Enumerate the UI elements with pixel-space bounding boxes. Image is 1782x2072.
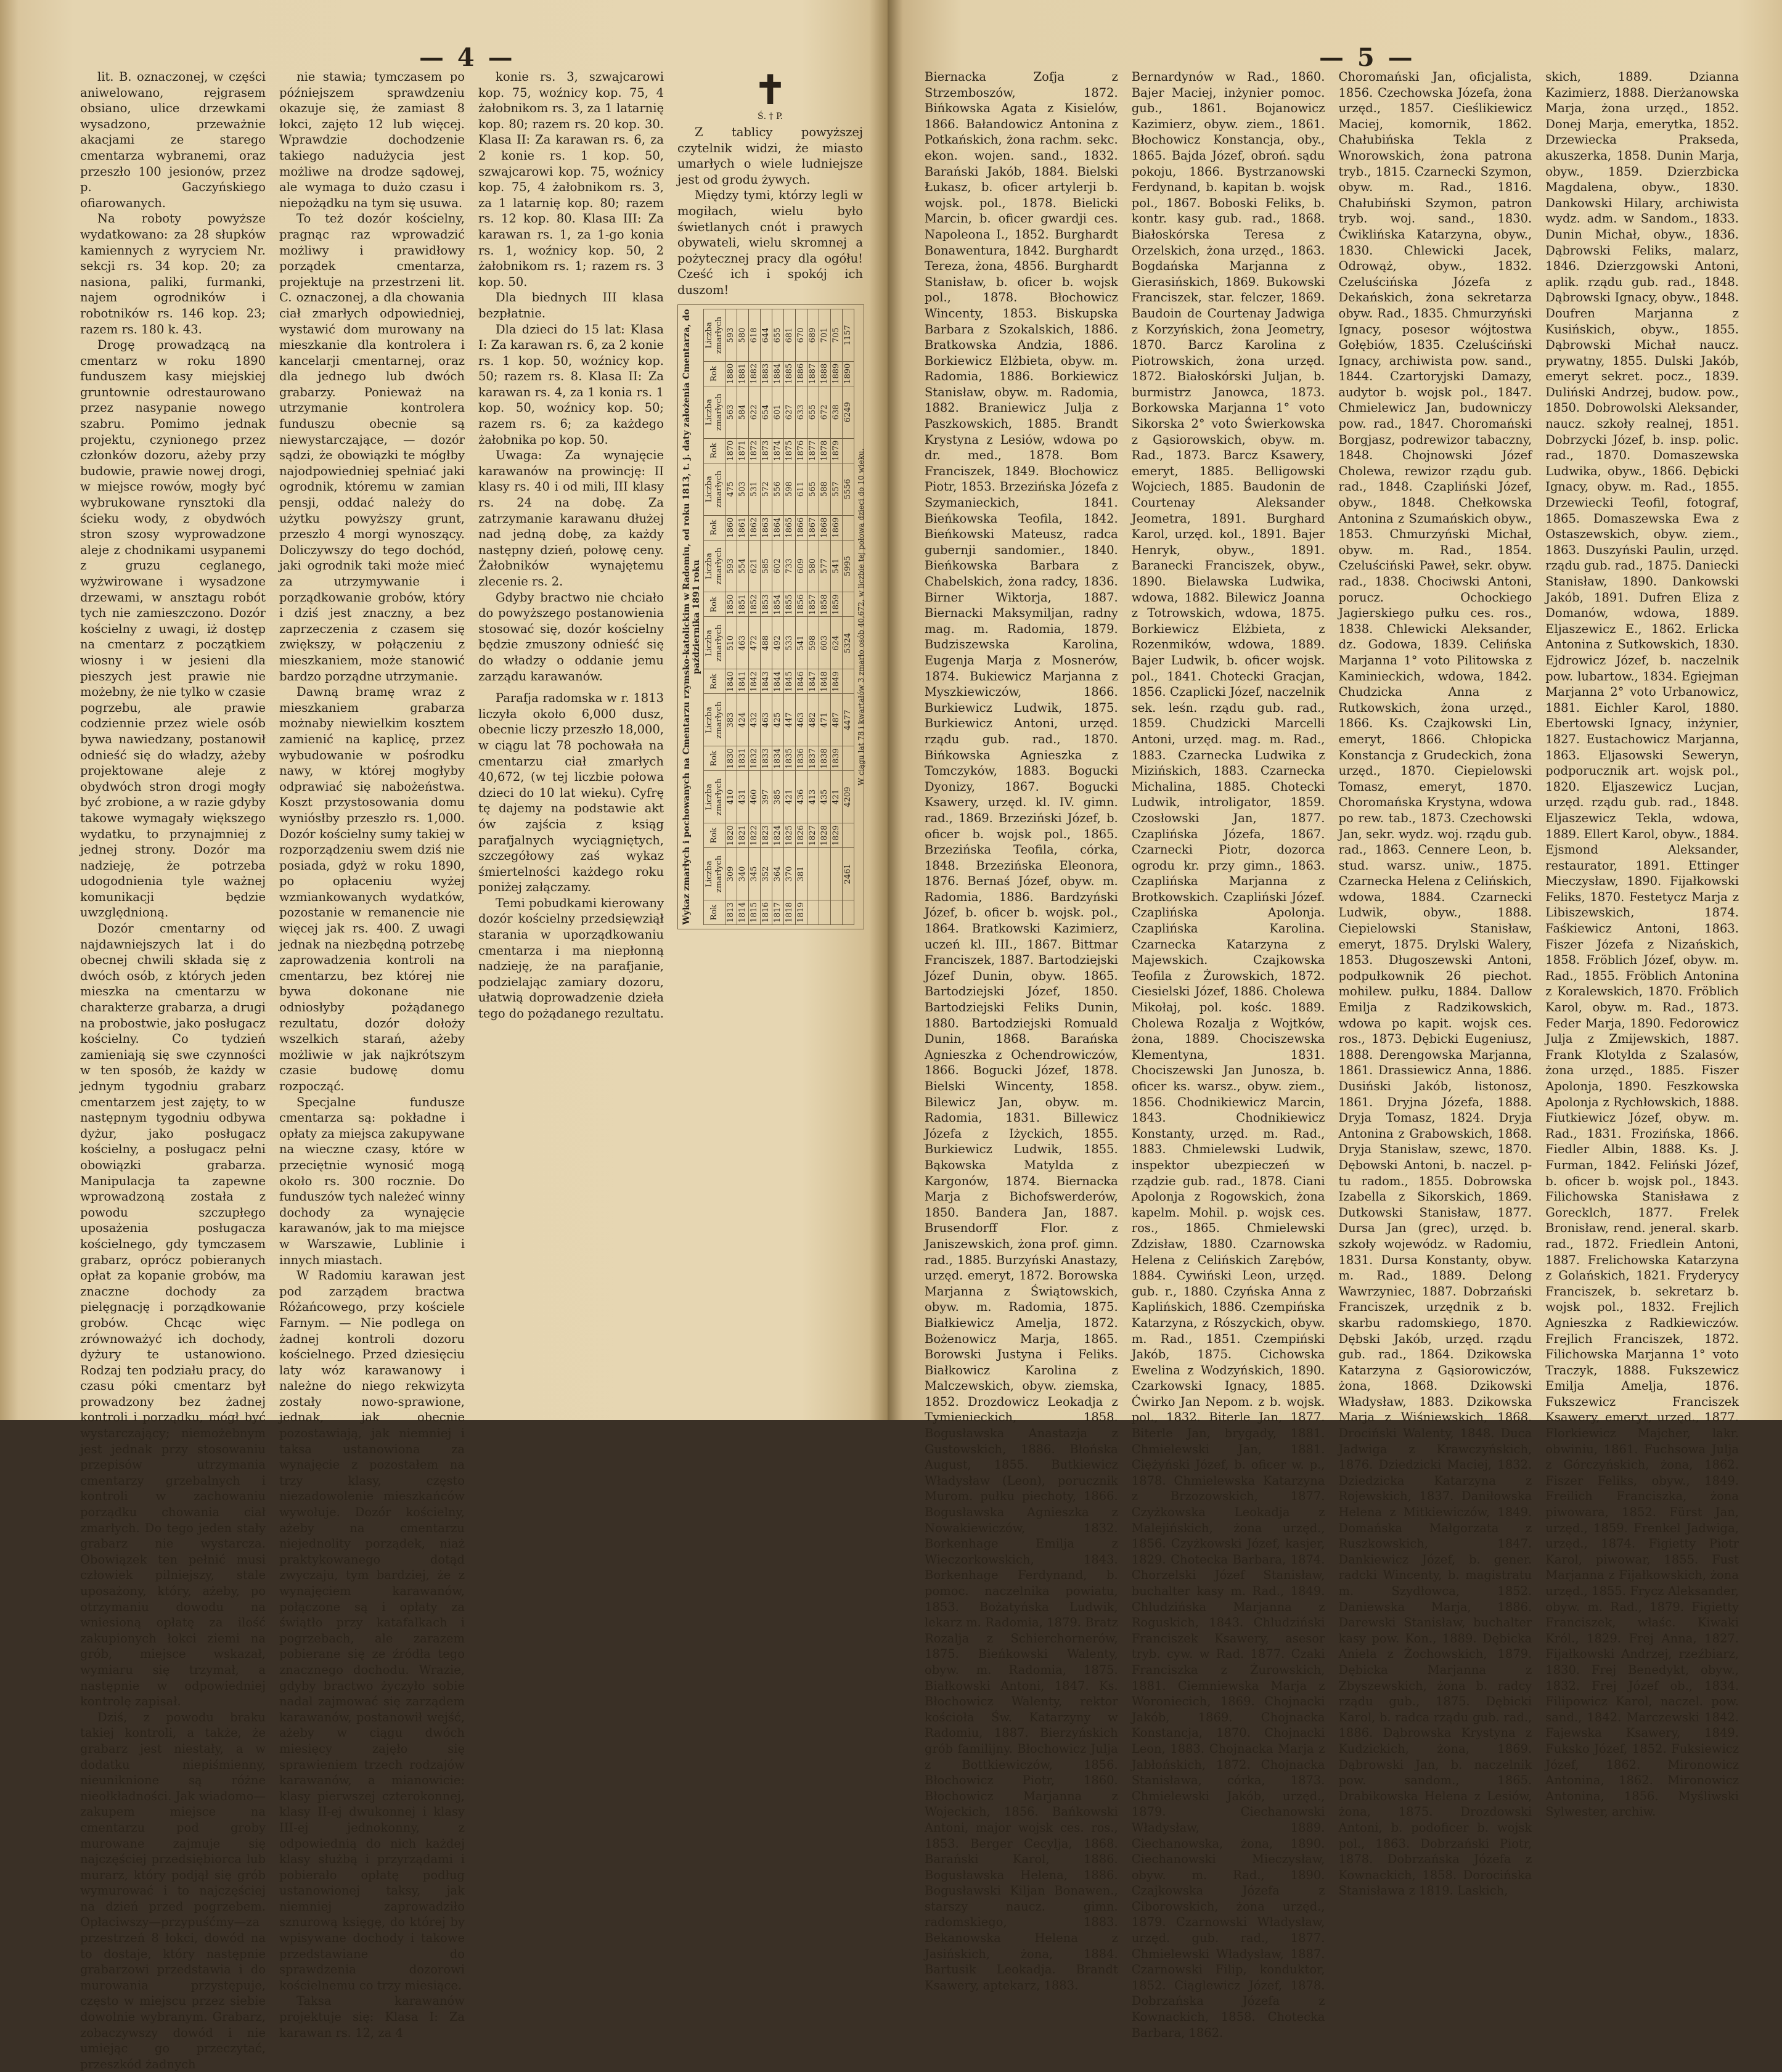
table-note: W ciągu lat 78 i kwartałów 3 zmarło osób 40,672, w liczbie tej połowa dzieci do 10 wieku. xyxy=(856,448,865,785)
table-cell: 460 xyxy=(748,770,760,823)
table-cell: 447 xyxy=(783,693,795,746)
table-header-cell: Rok xyxy=(703,592,725,616)
table-cell: 1878 xyxy=(819,438,830,463)
table-cell: 681 xyxy=(783,309,795,361)
paragraph: Uwaga: Za wynajęcie karawanów na prowincję: II klasy rs. 40 i od mili, III klasy rs. 24 na dobę. Za zatrzymanie karawanu dłużej nad jedną dobę, za każdy następny dzień, połowę ceny. Żałobników wynajętemu zlecenie rs. 2. xyxy=(478,448,664,589)
table-cell: 638 xyxy=(830,386,842,438)
table-cell: 1852 xyxy=(748,592,760,616)
table-cell: 1824 xyxy=(772,823,783,847)
table-cell: 352 xyxy=(760,847,772,900)
table-cell: 472 xyxy=(748,617,760,669)
table-cell: 580 xyxy=(737,309,748,361)
table-caption: Wykaz zmarłych i pochowanych na Cmentarzu rzymsko-katolickim w Radomiu, od roku 1813, t. j. daty założenia Cmentarza, do października 1891 roku xyxy=(681,309,701,925)
table-cell: 1820 xyxy=(725,823,737,847)
table-cell xyxy=(819,847,830,900)
table-cell: 1813 xyxy=(725,900,737,924)
table-cell: 1827 xyxy=(807,823,819,847)
table-cell: 1837 xyxy=(807,746,819,770)
table-cell: 1870 xyxy=(725,438,737,463)
table-cell: 309 xyxy=(725,847,737,900)
table-cell xyxy=(842,438,854,463)
table-cell: 563 xyxy=(725,386,737,438)
mortality-table xyxy=(703,309,854,925)
table-cell: 487 xyxy=(830,693,842,746)
register-list: Bernardynów w Rad., 1860. Bajer Maciej, inżynier pomoc. gub., 1861. Bojanowicz Kazimierz, obyw. ziem., 1861. Błochowicz Konstancja, oby., 1865. Bajda Józef, obroń. sądu pokoju, 1866. Bystrzanowski Ferdynand, b. kapitan b. wojsk pol., 1867. Boboski Feliks, b. kontr. kasy gub. rad., 1868. Białoskórska Teresa z Orzelskich, żona urzęd., 1863. Bogdańska Marjanna z Gierasińskich, 1869. Bukowski Franciszek, star. felczer, 1869. Baudoin de Courtenay Jadwiga z Korzyńskich, żona Jeometry, 1870. Barcz Karolina z Piotrowskich, żona urzęd. 1872. Białoskórski Juljan, b. burmistrz Janowca, 1873. Borkowska Marjanna 1° voto Sikorska 2° voto Świerkowska z Gąsiorowskich, obyw. m. Rad., 1873. Barcz Ksawery, emeryt, 1885. Belligowski Wojciech, 1885. Baudonin de Courtenay Aleksander Jeometra, 1891. Burghard Karol, urzęd. kol., 1891. Bajer Henryk, obyw., 1891. Baranecki Franciszek, obyw., 1890. Bielawska Ludwika, wdowa, 1882. Bilewicz Joanna z Totrowskich, wdowa, 1875. Borkiewicz Elżbieta, z Rozenmików, wdowa, 1889. Bajer Ludwik, b. oficer wojsk. pol., 1841. Chotecki Gracjan, 1856. Czaplicki Józef, naczelnik sek. leśn. rządu gub. rad., 1859. Chudzicki Marcelli Antoni, urzęd. mag. m. Rad., 1883. Czarnecka Ludwika z Mizińskich, 1883. Czarnecka Michalina, 1885. Chotecki Ludwik, introligator, 1859. Czosłowski Jan, 1877. Czaplińska Józefa, 1867. Czarnecki Piotr, dozorca ogrodu kr. przy gimn., 1863. Czaplińska Marjanna z Brotkowskich. Czapliński Józef. Czaplińska Apolonja. Czaplińska Karolina. Czarnecka Katarzyna z Majewskich. Czajkowska Teofila z Żurowskich, 1872. Ciesielski Józef, 1886. Cholewa Mikołaj, pol. kośc. 1889. Cholewa Rozalja z Wojtków, żona, 1889. Chociszewska Klementyna, 1831. Chociszewski Jan Junosza, b. oficer ks. warsz., obyw. ziem., 1856. Chodnikiewicz Marcin, 1843. Chodnikiewicz Konstanty, urzęd. m. Rad., 1883. Chmielewski Ludwik, inspektor ubezpieczeń w rządzie gub. rad., 1878. Ciani Apolonja z Rogowskich, żona kapelm. Mohil. p. wojsk ces. ros., 1865. Chmielewski Zdzisław, 1880. Czarnowska Helena z Celińskich Zarębów, 1884. Cywiński Leon, urzęd. gub. r., 1880. Czyńska Anna z Kaplińskich, 1886. Czempińska Katarzyna, z Rószyckich, obyw. m. Rad., 1851. Czempiński Jakób, 1875. Cichowska Ewelina z Wodzyńskich, 1890. Czarkowski Ignacy, 1885. Ćwirko Jan Nepom. z b. wojsk. pol., 1832. Biterle Jan, 1877. Biterle Jan, brygady, 1881. Chmielewski Jan, 1881. Ciężyński Józef, b. oficer w. p., 1878. Chmielewska Katarzyna z Brzozowskich, 1877. Czyżkowska Leokadja z Malejińskich, żona urzęd., 1856. Czyżkowski Józef, kasjer, 1829. Chotecka Barbara, 1874. Chorzelski Józef Stanisław, buchalter kasy m. Rad., 1849. Chludzińska Marjanna z Roguskich, 1843. Chludziński Franciszek Ksawery, asesor tryb. cyw. w Rad. 1877. Czaki Franciszka z Żurowskich, 1881. Ciemniewska Marja z Woroniecich, 1869. Chojnacki Jakób, 1869. Chojnacka Konstancja, 1870. Chojnacki Leon, 1883. Chojnacka Marja z Jabłońskich, 1872. Chojnacka Stanisława, córka, 1873. Chmielewski Jakób, urzęd., 1879. Ciechanowski Władysław, 1889. Ciechanowska, żona, 1890. Ciechanowski Mieczysław, obyw. m. Rad., 1890. Czajkowska Józefa z Ciborowskich, żona urzęd., 1879. Czarnowski Władysław, urzęd. gub. rad., 1877. Chmielewski Władysław, 1887. Czarnowski Filip, konduktor, 1852. Ciąglewicz Józef, 1878. Dobrzańska Józefa z Kownackich, 1858. Chotecka Barbara, 1862. xyxy=(1131,70,1325,2040)
table-cell: 1849 xyxy=(830,669,842,693)
table-cell: 611 xyxy=(795,463,807,515)
table-cell: 672 xyxy=(819,386,830,438)
table-cell: 383 xyxy=(725,693,737,746)
table-cell: 1874 xyxy=(772,438,783,463)
column-1 xyxy=(925,69,1118,1992)
cross-caption: Ś. † P. xyxy=(758,112,783,121)
table-row xyxy=(772,309,783,924)
table-header-cell: Liczba zmarłych xyxy=(703,463,725,515)
table-cell xyxy=(807,900,819,924)
table-row xyxy=(795,309,807,924)
table-cell: 1846 xyxy=(795,669,807,693)
table-cell: 1848 xyxy=(819,669,830,693)
table-cell: 1866 xyxy=(795,515,807,540)
table-cell: 1840 xyxy=(725,669,737,693)
table-row xyxy=(737,309,748,924)
table-cell: 1872 xyxy=(748,438,760,463)
table-header-cell: Liczba zmarłych xyxy=(703,770,725,823)
table-cell: 1853 xyxy=(760,592,772,616)
table-cell xyxy=(830,900,842,924)
table-cell: 1890 xyxy=(842,361,854,386)
column-4 xyxy=(677,69,863,1389)
table-cell: 4477 xyxy=(842,693,854,746)
table-cell: 381 xyxy=(795,847,807,900)
table-cell: 1157 xyxy=(842,309,854,361)
table-cell: 463 xyxy=(737,617,748,669)
table-cell: 1831 xyxy=(737,746,748,770)
column-3 xyxy=(1338,69,1532,1898)
table-header-cell: Rok xyxy=(703,900,725,924)
table-cell: 593 xyxy=(725,540,737,592)
table-cell xyxy=(807,847,819,900)
table-cell: 471 xyxy=(819,693,830,746)
right-columns xyxy=(925,69,1739,2040)
paragraph: Dozór cmentarny od najdawniejszych lat i do obecnej chwili składa się z dwóch osób, z których jeden mieszka na cmentarzu w charakterze grabarza, a drugi na probostwie, jako posługacz kościelny. Co tydzień zamieniają się swe czynności w ten sposób, że każdy w jednym tygodniu grabarz cmentarzem jest zajęty, to w następnym tygodniu odbywa dyżur, jako posługacz kościelny, a posługacz pełni obowiązki grabarza. Manipulacja ta zapewne wprowadzoną została z powodu szczupłego uposażenia posługacza kościelnego, gdy tymczasem grabarz, oprócz pobieranych opłat za kopanie grobów, ma znaczne dochody za pielęgnację i porządkowanie grobów. Chcąc więc zrównoważyć ich dochody, dyżury te ustanowiono. Rodzaj ten podziału pracy, do czasu póki cmentarz był prowadzony bez żadnej kontroli i porządku, mógł być wystarczający; niemożebnym jest jednak przy stosowaniu przepisów utrzymania cmentarzy grzebalnych i kontroli w zachowaniu porządku chowania ciał zmarłych. Do tego jeden stały grabarz nie wystarcza. Obowiązek ten pełnić musi człowiek pilniejszy, stale uposażony, który, ażeby, po otrzymaniu dowodu na wniesioną opłatę za ilość zakupionych łokci ziemi na grób, miejsce wskazał, wymiaru się trzymał, a następnie w odpowiedniej kontrolę zapisał. xyxy=(80,921,266,1709)
table-body xyxy=(725,309,854,924)
left-page xyxy=(0,0,888,2071)
table-cell: 385 xyxy=(772,770,783,823)
table-cell: 5324 xyxy=(842,617,854,669)
paragraph: Z tablicy powyższej czytelnik widzi, że miasto umarłych o wiele ludniejsze jest od grodu żywych. xyxy=(677,125,863,187)
table-cell: 655 xyxy=(807,386,819,438)
mortality-table-box xyxy=(677,304,864,929)
table-cell: 588 xyxy=(819,463,830,515)
table-cell: 424 xyxy=(737,693,748,746)
table-cell: 557 xyxy=(830,463,842,515)
table-row xyxy=(760,309,772,924)
table-cell: 1842 xyxy=(748,669,760,693)
table-cell: 1858 xyxy=(819,592,830,616)
table-cell xyxy=(842,592,854,616)
table-cell: 556 xyxy=(772,463,783,515)
table-cell: 603 xyxy=(819,617,830,669)
table-cell: 1841 xyxy=(737,669,748,693)
table-header-cell: Rok xyxy=(703,746,725,770)
table-cell: 1826 xyxy=(795,823,807,847)
table-cell xyxy=(842,746,854,770)
table-header-row xyxy=(703,309,725,924)
table-cell: 345 xyxy=(748,847,760,900)
table-cell: 1865 xyxy=(783,515,795,540)
table-cell: 1828 xyxy=(819,823,830,847)
table-cell: 585 xyxy=(760,540,772,592)
table-cell: 1825 xyxy=(783,823,795,847)
table-cell: 1888 xyxy=(819,361,830,386)
table-cell: 1817 xyxy=(772,900,783,924)
table-cell: 593 xyxy=(725,309,737,361)
register-list: Biernacka Zofja z Strzemboszów, 1872. Bińkowska Agata z Kisielów, 1866. Bałandowicz Antonina z Potkańskich, żona rachm. sekc. ekon. wojen. sand., 1832. Barański Jakób, 1884. Bielski Łukasz, b. oficer artylerji b. wojsk. pol., 1878. Bielicki Marcin, b. oficer gwardji ces. Napoleona I., 1852. Burghardt Bonawentura, 1842. Burghardt Tereza, żona, 4856. Burghardt Stanisław, b. oficer b. wojsk pol., 1878. Błochowicz Wincenty, 1853. Biskupska Barbara z Szokalskich, 1886. Bratkowska Andzia, 1886. Borkiewicz Elżbieta, obyw. m. Radomia, 1886. Borkiewicz Stanisław, obyw. m. Radomia, 1882. Braniewicz Julja z Paszkowskich, 1885. Brandt Krystyna z Lesiów, wdowa po dr. med., 1878. Bom Franciszek, 1849. Błochowicz Piotr, 1853. Brzezińska Józefa z Szymanieckich, 1841. Bieńkowska Teofila, 1842. Bieńkowski Mateusz, radca gubernji sandomier., 1840. Bieńkowska Barbara z Chabelskich, żona radcy, 1836. Birner Wiktorja, 1887. Biernacki Maksymiljan, radny mag. m. Radomia, 1879. Budziszewska Karolina, Eugenja Marja z Mosnerów, 1874. Bukiewicz Marjanna z Myszkiewiczów, 1866. Burkiewicz Ludwik, 1875. Burkiewicz Antoni, urzęd. rządu gub. rad., 1870. Bińkowska Agnieszka z Tomczyków, 1883. Bogucki Dyonizy, 1867. Bogucki Ksawery, urzęd. kl. IV. gimn. rad., 1869. Brzeziński Józef, b. oficer b. wojsk pol., 1865. Brzezińska Teofila, córka, 1848. Brzezińska Eleonora, 1876. Bernaś Józef, obyw. m. Radomia, 1886. Bardzyński Józef, b. oficer b. wojsk. pol., 1864. Bratkowski Kazimierz, uczeń kl. III., 1867. Bittmar Franciszek, 1887. Bartodziejski Józef Dunin, obyw. 1865. Bartodziejski Józef, 1850. Bartodziejski Feliks Dunin, 1880. Bartodziejski Romuald Dunin, 1868. Barańska Agnieszka z Ochendrowiczów, 1866. Bogucki Józef, 1878. Bielski Wincenty, 1858. Bilewicz Jan, obyw. m. Radomia, 1831. Billewicz Józefa z Iżyckich, 1855. Burkiewicz Ludwik, 1855. Bąkowska Matylda z Kargonów, 1874. Biernacka Marja z Bichofswerderów, 1850. Bandera Jan, 1887. Brusendorff Flor. z Janiszewskich, żona prof. gimn. rad., 1885. Burzyński Anastazy, urzęd. emeryt, 1872. Borowska Marjanna z Świątowskich, obyw. m. Radomia, 1875. Białkiewicz Amelja, 1872. Bożenowicz Marja, 1865. Borowski Justyna i Feliks. Białkowicz Karolina z Malczewskich, obyw. ziemska, 1852. Drozdowicz Leokadja z Tymienieckich, 1858. Bogusławska Anastazja z Gustowskich, 1886. Błońska August, 1855. Butkiewicz Władysław (Leon), porucznik Murom. pułku piechoty, 1866. Bogusławska Agnieszka z Nowakiewiczów, 1832. Borkenhage Emilja z Wieczorkowskich, 1843. Borkenhage Ferdynand, b. pomoc. naczelnika powiatu, 1853. Bożatyńska Ludwik, lekarz m. Radomia, 1879. Bratz Rozalja z Schierchornerów, 1875. Bieńkowski Walenty, obyw. m. Radomia, 1875. Białkowski Antoni, 1847. Ks. Błochowicz Walenty, rektor kościoła Św. Katarzyny w Radomiu, 1887. Bierzyńskich grób familijny. Błochowicz Julja z Bottkiewiczów, 1856. Błochowicz Piotr, 1860. Błochowicz Marjanna z Wojeckich, 1856. Bańkowski Antoni, major wojsk ces. ros., 1853. Berger Cecylja, 1868. Barański Karol, 1886. Bogusławska Helena, 1886. Bogusławski Kiljan Bonawen., starszy naucz. gimn. radomskiego, 1883. Bekanowska Helena z Jasińskich, żona, 1884. Bartusik Leokadja. Brandt Ksawery, aptekarz, 1883. xyxy=(925,70,1118,1992)
table-cell: 1830 xyxy=(725,746,737,770)
table-cell: 1884 xyxy=(772,361,783,386)
table-cell: 584 xyxy=(737,386,748,438)
paragraph: Dawną bramę wraz z mieszkaniem grabarza możnaby niewielkim kosztem zamienić na kaplicę, przez wybudowanie w pośrodku nawy, w której mogłyby odprawiać się nabożeństwa. Koszt przystosowania domu wyniósłby przeszło rs. 1,000. Dozór kościelny sumy takiej w rozporządzeniu swem dziś nie posiada, gdyż w roku 1890, po opłaceniu wyżej wzmiankowanych wydatków, pozostanie w remanencie nie więcej jak rs. 400. Z uwagi jednak na niezbędną potrzebę zaprowadzenia kontroli na cmentarzu, bez której nie bywa dokonane nie odniosłyby pożądanego rezultatu, dozór dołoży wszelkich starań, ażeby możliwie w jak najkrótszym czasie budowę domu rozpocząć. xyxy=(279,685,465,1093)
table-cell: 1876 xyxy=(795,438,807,463)
table-cell: 602 xyxy=(772,540,783,592)
table-cell: 1838 xyxy=(819,746,830,770)
table-cell: 1834 xyxy=(772,746,783,770)
table-header-cell: Liczba zmarłych xyxy=(703,693,725,746)
table-cell: 397 xyxy=(760,770,772,823)
table-cell: 1843 xyxy=(760,669,772,693)
table-cell: 554 xyxy=(737,540,748,592)
table-row xyxy=(819,309,830,924)
table-cell xyxy=(819,900,830,924)
table-cell: 627 xyxy=(783,386,795,438)
table-cell xyxy=(842,823,854,847)
table-cell: 1815 xyxy=(748,900,760,924)
table-cell: 1885 xyxy=(783,361,795,386)
paragraph: Gdyby bractwo nie chciało do powyższego postanowienia stosować się, dozór kościelny będzie zmuszony odnieść się do władzy o oddanie jemu zarządu karawanów. xyxy=(478,590,664,683)
table-cell: 1887 xyxy=(807,361,819,386)
table-row xyxy=(830,309,842,924)
paragraph: nie stawia; tymczasem po późniejszem sprawdzeniu okazuje się, że zamiast 8 łokci, zajęto 12 lub więcej. Wprawdzie dochodzenie takiego nadużycia jest możliwe na drodze sądowej, ale wymaga to dużo czasu i niepożądku na tym się usuwa. xyxy=(279,70,465,210)
table-cell: 565 xyxy=(807,463,819,515)
table-cell: 572 xyxy=(760,463,772,515)
table-cell: 1822 xyxy=(748,823,760,847)
table-cell: 435 xyxy=(819,770,830,823)
table-cell: 1868 xyxy=(819,515,830,540)
table-cell: 618 xyxy=(748,309,760,361)
table-cell: 655 xyxy=(772,309,783,361)
paragraph: Między tymi, którzy legli w mogiłach, wielu było świetlanych cnót i prawych obywateli, wielu skromnej a pożytecznej pracy dla ogółu! Cześć ich i spokój ich duszom! xyxy=(677,188,863,297)
column-2 xyxy=(279,69,465,2040)
page-number: — 5 — xyxy=(1319,43,1415,72)
right-page xyxy=(888,0,1782,2040)
table-cell: 5995 xyxy=(842,540,854,592)
table-cell: 1889 xyxy=(830,361,842,386)
table-cell: 1855 xyxy=(783,592,795,616)
table-header-cell: Liczba zmarłych xyxy=(703,309,725,361)
table-cell: 689 xyxy=(807,309,819,361)
table-cell: 580 xyxy=(807,540,819,592)
paragraph: Specjalne fundusze cmentarza są: pokładne i opłaty za miejsca zakupywane na wieczne czasy, które w przeciętnie wynosić mogą około rs. 300 rocznie. Do funduszów tych należeć winny dochody za wynajęcie karawanów, jak to ma miejsce w Warszawie, Lublinie i innych miastach. xyxy=(279,1095,465,1267)
paragraph: To też dozór kościelny, pragnąc raz wprowadzić możliwy i prawidłowy porządek cmentarza, projektuje na przestrzeni lit. C. oznaczonej, a dla chowania ciał zmarłych odpowiedniej, wystawić dom murowany na mieszkanie dla kontrolera i kancelarji cmentarnej, oraz dla jednego lub dwóch grabarzy. Ponieważ na utrzymanie kontrolera funduszu obecnie są niewystarczające, — dozór sądzi, że obowiązki te mógłby najodpowiedniej spełniać jaki ogrodnik, któremu w zamian pensji, oddać należy do użytku powyższy grunt, przeszło 4 morgi wynoszący. Doliczywszy do tego dochód, jaki ogrodnik taki może mieć za utrzymywanie i porządkowanie grobów, który i dziś jest znaczny, a bez zaprzeczenia z czasem się zwiększy, w połączeniu z mieszkaniem, może stanowić bardzo porządne utrzymanie. xyxy=(279,211,465,683)
table-cell: 1832 xyxy=(748,746,760,770)
table-cell: 1844 xyxy=(772,669,783,693)
table-cell: 670 xyxy=(795,309,807,361)
paragraph: Parafja radomska w r. 1813 liczyła około 6,000 dusz, obecnie liczy przeszło 18,000, w ciągu lat 78 pochowała na cmentarzu ciał zmarłych 40,672, (w tej liczbie połowa dzieci do 10 lat wieku). Cyfrę tę dajemy na podstawie akt ów zajścia z ksiąg parafjalnych wyciągniętych, szczegółowy zaś wykaz śmiertelności każdego roku poniżej załączamy. xyxy=(478,691,664,895)
table-cell: 733 xyxy=(783,540,795,592)
table-cell: 6249 xyxy=(842,386,854,438)
table-header-cell: Rok xyxy=(703,438,725,463)
table-cell: 410 xyxy=(725,770,737,823)
left-columns xyxy=(80,67,865,2071)
table-cell: 1880 xyxy=(725,361,737,386)
paragraph: Na roboty powyższe wydatkowano: za 28 słupków kamiennych z wyryciem Nr. sekcji rs. 34 kop. 20; za nasiona, paliki, furmanki, najem ogrodników i robotników rs. 146 kop. 23; razem rs. 180 k. 43. xyxy=(80,211,266,336)
table-cell: 1879 xyxy=(830,438,842,463)
table-cell: 340 xyxy=(737,847,748,900)
table-cell: 1833 xyxy=(760,746,772,770)
table-row xyxy=(748,309,760,924)
table-cell: 482 xyxy=(807,693,819,746)
table-cell: 488 xyxy=(760,617,772,669)
table-cell: 701 xyxy=(819,309,830,361)
register-list: Choromański Jan, oficjalista, 1856. Czechowska Józefa, żona urzęd., 1857. Cieślikiewicz Maciej, komornik, 1862. Chałubińska Tekla z Wnorowskich, żona patrona tryb., 1815. Czarnecki Szymon, obyw. m. Rad., 1816. Chałubiński Szymon, patron tryb. woj. sand., 1830. Ćwiklińska Katarzyna, obyw., 1830. Chlewicki Jacek, Odrowąż, obyw., 1832. Czeluścińska Józefa z Dekańskich, żona sekretarza obyw. Rad., 1835. Chmurzyński Ignacy, posesor wójtostwa Gołębiów, 1835. Czeluściński Ignacy, archiwista pow. sand., 1844. Czartoryjski Damazy, audytor b. wojsk pol., 1847. Chmielewicz Jan, budowniczy pow. rad., 1847. Choromański Borgjasz, podrewizor tabaczny, 1848. Chojnowski Józef Cholewa, rewizor rządu gub. rad., 1848. Czapliński Józef, obyw., 1848. Chełkowska Antonina z Szumańskich obyw., 1853. Chmurzyński Michał, obyw. m. Rad., 1854. Czeluściński Paweł, sekr. obyw. rad., 1838. Chociwski Antoni, porucz. Ochockiego Jagierskiego pułku ces. ros., 1838. Chlewicki Aleksander, dz. Godowa, 1839. Celińska Marjanna 1° voto Pilitowska z Kaminieckich, wdowa, 1842. Chudzicka Anna z Rutkowskich, żona urzęd., 1866. Ks. Czajkowski Lin, emeryt, 1866. Chłopicka Konstancja z Grudeckich, żona urzęd., 1870. Ciepielowski Tomasz, emeryt, 1870. Choromańska Krystyna, wdowa po rew. tab., 1873. Czechowski Jan, sekr. wydz. woj. rządu gub. rad., 1863. Cennere Leon, b. stud. warsz. uniw., 1875. Czarnecka Helena z Celińskich, wdowa, 1884. Czarnecki Ludwik, obyw., 1888. Ciepielowski Stanisław, emeryt, 1875. Drylski Walery, 1853. Długoszewski Antoni, podpułkownik 26 piechot. mohilew. pułku, 1884. Dallow Emilja z Radzikowskich, wdowa po kapit. wojsk ces. ros., 1873. Dębicki Eugeniusz, 1888. Derengowska Marjanna, 1861. Drassiewicz Anna, 1886. Dusiński Jakób, listonosz, 1861. Dryjna Józefa, 1888. Dryja Tomasz, 1824. Dryja Antonina z Grabowskich, 1868. Dryja Stanisław, szewc, 1870. Dębowski Antoni, b. naczel. p-tu radom., 1855. Dobrowska Izabella z Sikorskich, 1869. Dutkowski Stanisław, 1877. Dursa Jan (grec), urzęd. b. szkoły wojewódz. w Radomiu, 1831. Dursa Konstanty, obyw. m. Rad., 1889. Delong Wawrzyniec, 1887. Dobrzański Franciszek, urzędnik z b. skarbu radomskiego, 1870. Dębski Jakób, urzęd. rządu gub. rad., 1864. Dzikowska Katarzyna z Gąsiorowiczów, żona, 1868. Dzikowski Władysław, 1883. Dzikowska Marja z Wiśniewskich, 1868. Drociński Walenty, 1848. Duca Jadwiga z Krawczyńskich, 1876. Dziedzicki Maciej, 1832. Dziedzicka Katarzyna z Rojewskich, 1837. Daniłowska Helena z Mitkiewiczów, 1849. Domańska Małgorzata z Ruszkowskich, 1847. Dankiewicz Józef, b. gener. radcki Wincenty, b. magistratu m. Szydłowca, 1852. Daniewska Marja, 1886. Darewski Stanisław, buchalter kasy pow. Kon., 1889. Dębicka Aniela z Żochowskich, 1879. Dębicka Marjanna z Zbyszewskich, żona b. radcy rządu gub., 1875. Dębicki Karol, b. radca rządu gub. rad., 1886. Dąbrowska Krystyna z Kudzickich, żona, 1869. Dąbrowski Jan, b. naczelnik pow. sandom., 1865. Drabikowska Helena z Lesiów, żona, 1875. Drozdowski Antoni, b. podoficer b. wojsk pol., 1863. Dobrzański Piotr, 1878. Dobrzańska Józefa z Kownackich, 1858. Dorocińska Stanisława z 1819. Laskich, xyxy=(1338,70,1532,1898)
table-cell: 624 xyxy=(830,617,842,669)
table-row xyxy=(725,309,737,924)
table-cell: 1867 xyxy=(807,515,819,540)
paragraph: lit. B. oznaczonej, w części aniwelowano, rejgrasem obsiano, ulice drzewkami wysadzono, przeważnie akacjami ze starego cmentarza wybranemi, oraz przeszło 100 jesionów, przez p. Gaczyńskiego ofiarowanych. xyxy=(80,70,266,210)
table-cell: 1814 xyxy=(737,900,748,924)
table-header-cell: Liczba zmarłych xyxy=(703,847,725,900)
table-cell: 463 xyxy=(795,693,807,746)
table-cell: 1818 xyxy=(783,900,795,924)
table-cell: 1864 xyxy=(772,515,783,540)
table-cell xyxy=(830,847,842,900)
table-row xyxy=(807,309,819,924)
table-cell: 1875 xyxy=(783,438,795,463)
table-header-cell: Liczba zmarłych xyxy=(703,617,725,669)
table-cell: 541 xyxy=(830,540,842,592)
table-cell: 609 xyxy=(795,540,807,592)
table-cell: 644 xyxy=(760,309,772,361)
table-cell: 431 xyxy=(737,770,748,823)
table-cell: 1823 xyxy=(760,823,772,847)
paragraph: Temi pobudkami kierowany dozór kościelny przedsięwziął starania w uporządkowaniu cmentarza i ma niepłonną nadzieję, że na parafjanie, podzielając zamiary dozoru, ułatwią doprowadzenie dzieła tego do pożądanego rezultatu. xyxy=(478,895,664,1021)
paragraph: Drogę prowadzącą na cmentarz w roku 1890 funduszem kasy miejskiej gruntownie odrestaurowano przez nasypanie nowego szabru. Pomimo jednak projektu, czynionego przez członków dozoru, ażeby przy budowie, prawie nowej drogi, w miejsce rowów, mogły być wybrukowane rynsztoki dla ścieku wody, z obydwóch stron szosy wyprowadzone aleje z chodnikami usypanemi z gruzu ceglanego, wyżwirowane i wysadzone drzewami, w ansztagu robót tych nie zamieszczono. Dozór kościelny z uwagi, iż dostęp na cmentarz z początkiem wiosny i w jesieni dla pieszych jest prawie nie możebny, że nie tylko w czasie pogrzebu, ale prawie codziennie przez wiele osób bywa nawiedzany, postanowił odnieść się do władzy, ażeby projektowane aleje z obydwóch stron drogi mogły być zrobione, a w razie gdyby takowe wymagały większego wydatku, to przynajmniej z jednej strony. Dozór ma nadzieję, że potrzeba udogodnienia tyle ważnej komunikacji będzie uwzględnioną. xyxy=(80,338,266,920)
table-cell: 541 xyxy=(795,617,807,669)
table-cell: 633 xyxy=(795,386,807,438)
table-cell: 475 xyxy=(725,463,737,515)
paragraph: Dla dzieci do 15 lat: Klasa I: Za karawan rs. 6, za 2 konie rs. 1 kop. 50, woźnicy kop. 50; razem rs. 8. Klasa II: Za karawan rs. 4, za 1 konia rs. 1 kop. 50, woźnicy kop. 50; razem rs. 6; za każdego żałobnika po kop. 50. xyxy=(478,322,664,447)
table-cell: 1839 xyxy=(830,746,842,770)
table-cell: 601 xyxy=(772,386,783,438)
table-cell: 1871 xyxy=(737,438,748,463)
table-cell: 1856 xyxy=(795,592,807,616)
paragraph: Taksa karawanów projektuje się: Klasa I: Za karawan rs. 12, za 4 xyxy=(279,1994,465,2040)
table-cell: 510 xyxy=(725,617,737,669)
table-cell: 432 xyxy=(748,693,760,746)
table-cell: 533 xyxy=(783,617,795,669)
table-cell: 1883 xyxy=(760,361,772,386)
table-cell: 622 xyxy=(748,386,760,438)
table-cell: 1857 xyxy=(807,592,819,616)
table-cell: 1854 xyxy=(772,592,783,616)
page-number: — 4 — xyxy=(419,43,515,72)
table-cell: 1869 xyxy=(830,515,842,540)
table-cell: 1862 xyxy=(748,515,760,540)
table-cell: 1882 xyxy=(748,361,760,386)
mortality-table-rotated xyxy=(681,309,865,925)
table-cell: 492 xyxy=(772,617,783,669)
paragraph: W Radomiu karawan jest pod zarządem bractwa Różańcowego, przy kościele Farnym. — Nie podlega on żadnej kontroli dozoru kościelnego. Przed dziesięciu laty wóz karawanowy i należne do niego rekwizyta zostały nowo-sprawione, jednak, jak obecnie pozostawiają, jak niemniej i taksa ustanowiona za wynajęcie z pozostałem na trzy klasy, często niezadowolenie mieszkańców wywołuje. Dozór kościelny, ażeby na cmentarzu niejednolity porządek, niaż praktykowanego dotąd zwyczaju, tym bardziej, że z wynajęciem karawanów, połączone są i opłaty za świątło przy katafalkach i pogrzebach, ale zarazem pobierane się ze źródła tego znacznego dochodu. Wrazie, gdyby bractwo życzyło sobie nadal zajmować się zarządem karawanów, postanowił wejść, ażeby w ciągu dwóch miesięcy zajęło się sprawieniem trzech rodzajów karawanów, a mianowicie: klasy pierwszej czterokonnej, klasy II-ej dwukonnej i klasy III-ej jednokonny, z odpowiednią do nich każdej klasy służbą i przyrządami i pobierało opłatę podług ustanowionej taksy, jak niemniej zaprowadziło sznurową księgę, do której by wpisywane dochody i takowe przedstawiane do sprawdzenia dozorowi kościelnemu co trzy miesiące. xyxy=(279,1268,465,1992)
table-cell: 436 xyxy=(795,770,807,823)
table-cell: 370 xyxy=(783,847,795,900)
table-cell: 1819 xyxy=(795,900,807,924)
table-cell: 1863 xyxy=(760,515,772,540)
column-1 xyxy=(80,69,266,2071)
table-cell: 463 xyxy=(760,693,772,746)
table-cell: 1873 xyxy=(760,438,772,463)
table-row xyxy=(842,309,854,924)
table-cell: 413 xyxy=(807,770,819,823)
table-header-cell: Liczba zmarłych xyxy=(703,540,725,592)
table-cell: 1886 xyxy=(795,361,807,386)
cross-icon: ✝ Ś. † P. xyxy=(677,69,863,121)
table-cell xyxy=(842,900,854,924)
table-header-cell: Rok xyxy=(703,515,725,540)
table-cell: 1836 xyxy=(795,746,807,770)
table-cell: 1859 xyxy=(830,592,842,616)
table-header-cell: Rok xyxy=(703,823,725,847)
table-cell: 1816 xyxy=(760,900,772,924)
table-cell: 531 xyxy=(748,463,760,515)
table-header-cell: Rok xyxy=(703,361,725,386)
table-cell: 1821 xyxy=(737,823,748,847)
table-cell: 5556 xyxy=(842,463,854,515)
table-cell: 2461 xyxy=(842,847,854,900)
column-3 xyxy=(478,69,664,1389)
table-cell: 1861 xyxy=(737,515,748,540)
paragraph: Dla biednych III klasa bezpłatnie. xyxy=(478,290,664,320)
table-cell xyxy=(842,515,854,540)
register-list: skich, 1889. Dzianna Kazimierz, 1888. Dierżanowska Marja, żona urzęd., 1852. Donej Marja, emerytka, 1852. Drzewiecka Prakseda, akuszerka, 1858. Dunin Marja, obyw., 1859. Dzierzbicka Magdalena, obyw., 1830. Dankowski Hilary, archiwista wydz. adm. w Sandom., 1833. Dunin Michał, obyw., 1836. Dąbrowski Feliks, malarz, 1846. Dzierzgowski Antoni, aplik. rządu gub. rad., 1848. Dąbrowski Ignacy, obyw., 1848. Doufren Marjanna z Kusińskich, obyw., 1855. Dąbrowski Michał naucz. prywatny, 1855. Dulski Jakób, emeryt sekret. pocz., 1839. Duliński Andrzej, budow. pow., 1850. Dobrowolski Aleksander, naucz. szkoły realnej, 1851. Dobrzycki Józef, b. insp. polic. rad., 1870. Domaszewska Ludwika, obyw., 1866. Dębicki Ignacy, obyw. m. Rad., 1855. Drzewiecki Teofil, fotograf, 1865. Domaszewska Ewa z Ostaszewskich, obyw. ziem., 1863. Duszyński Paulin, urzęd. rządu gub. rad., 1875. Daniecki Stanisław, 1890. Dankowski Jakób, 1891. Dufren Eliza z Domanów, wdowa, 1889. Eljaszewicz E., 1862. Erlicka Antonina z Sutkowskich, 1830. Ejdrowicz Józef, b. naczelnik pow. lubartow., 1834. Egiejman Marjanna 2° voto Urbanowicz, 1881. Eichler Karol, 1880. Ebertowski Ignacy, inżynier, 1827. Eustachowicz Marjanna, 1863. Eljasowski Seweryn, podporucznik art. wojsk pol., 1820. Eljaszewicz Lucjan, urzęd. rządu gub. rad., 1848. Eljaszewicz Tekla, wdowa, 1889. Ellert Karol, obyw., 1884. Ejsmond Aleksander, restaurator, 1891. Ettinger Mieczysław, 1890. Fijałkowski Feliks, 1870. Festetycz Marja z Libiszewskich, 1874. Faśkiewicz Antoni, 1863. Fiszer Józefa z Nizańskich, 1858. Fröblich Józef, obyw. m. Rad., 1855. Fröblich Antonina z Koralewskich, 1870. Fröblich Karol, obyw. m. Rad., 1873. Feder Marja, 1890. Fedorowicz Julja z Zmijewskich, 1887. Frank Klotylda z Szalasów, żona urzęd., 1885. Fiszer Apolonja, 1890. Feszkowska Apolonja z Rychłowskich, 1888. Fiutkiewicz Józef, obyw. m. Rad., 1831. Frozińska, 1866. Fiedler Albin, 1888. Ks. J. Furman, 1842. Feliński Józef, b. oficer b. wojsk pol., 1843. Filichowska Stanisława z Gorecklch, 1877. Frelek Bronisław, rend. jeneral. skarb. rad., 1872. Friedlein Antoni, 1887. Frelichowska Katarzyna z Golańskich, 1821. Fryderycy Franciszek, b. sekretarz b. wojsk pol., 1832. Frejlich Agnieszka z Radkiewiczów. Frejlich Franciszek, 1872. Filichowska Marjanna 1° voto Traczyk, 1888. Fukszewicz Emilja Amelja, 1876. Fukszewicz Franciszek Ksawery, emeryt, urzęd., 1877. Florkiewicz Majcher, lakr. obwiniu, 1861. Fuchsowa Julja z Górczyńskich, żona, 1862. Fiszer Feliks, obyw., 1849. Freilich Franciszka, żona piwowara, 1852. Fürst Jan, urzęd., 1859. Frenkel Jadwiga, urzęd., 1874. Figietty Piotr Karol, piwowar, 1855. Fust Marjanna z Fijałkowskich, żona urzęd., 1855. Frycz Aleksander, obyw. m. Rad., 1879. Figietty Franciszek, właśc. Kiwaki Król., 1829. Frej Anna, 1827. Fijałkowski Andrzej, rzeźbiarz, 1830. Frej Benedykt, obyw., 1832. Frej Józef ob., 1834. Filipowicz Karol, naczel. pow. sand., 1842. Marczewski 1842. Fajewska Ksawery, 1849. Fuksko Józef, 1852. Fuksiewicz Józef, 1862. Mironowicz Antonina, 1862. Mironowicz Antonina, 1856. Myśliwski Sylwester, archiw. xyxy=(1545,70,1739,1819)
table-cell: 1877 xyxy=(807,438,819,463)
paragraph: Dziś, z powodu braku takiej kontroli, a także, że grabarz jest niestały, a w dodatku niepiśmienny, nieuniknione są różne nieołkładności. Jak wiadomo—zakupem miejsce na cmentarzu pod groby murowane zajmuje się najczęściej przedsiębiorca lub murarz, który podjął się grób wymurować i to najczęściej na dzień przed pogrzebem. Opłaciwszy—przypuśćmy—za przestrzeń 8 łokci, dowód na to dostaje, który następnie grabarzowi przedstawia i do murowania przystępuje, często w miejscu przez siebie dowolnie wybranym. Grabarz, zobaczywszy dowód i nie umiejąc go przeczytać, przeszkód żadnych xyxy=(80,1710,266,2071)
table-cell: 1829 xyxy=(830,823,842,847)
paragraph: konie rs. 3, szwajcarowi kop. 75, woźnicy kop. 75, 4 żałobnikom rs. 3, za 1 latarnię kop. 80; razem rs. 20 kop. 30. Klasa II: Za karawan rs. 6, za 2 konie rs. 1 kop. 50, szwajcarowi kop. 75, woźnicy kop. 75, 4 żałobnikom rs. 3, za 1 latarnię kop. 80; razem rs. 12 kop. 80. Klasa III: Za karawan rs. 1, za 1-go konia rs. 1, woźnicy kop. 50, 2 żałobnikom rs. 1; razem rs. 3 kop. 50. xyxy=(478,70,664,289)
column-2 xyxy=(1131,69,1325,2040)
table-cell: 421 xyxy=(783,770,795,823)
table-cell: 577 xyxy=(819,540,830,592)
table-cell: 1881 xyxy=(737,361,748,386)
table-cell: 503 xyxy=(737,463,748,515)
table-cell: 598 xyxy=(783,463,795,515)
table-cell: 705 xyxy=(830,309,842,361)
table-header-cell: Rok xyxy=(703,669,725,693)
table-cell: 1847 xyxy=(807,669,819,693)
table-cell: 421 xyxy=(830,770,842,823)
table-cell: 364 xyxy=(772,847,783,900)
table-cell: 4209 xyxy=(842,770,854,823)
table-cell: 1860 xyxy=(725,515,737,540)
table-cell: 1845 xyxy=(783,669,795,693)
table-cell: 621 xyxy=(748,540,760,592)
table-cell: 1835 xyxy=(783,746,795,770)
table-header-cell: Liczba zmarłych xyxy=(703,386,725,438)
table-row xyxy=(783,309,795,924)
column-4 xyxy=(1545,69,1739,1819)
table-cell: 598 xyxy=(807,617,819,669)
table-cell xyxy=(842,669,854,693)
table-cell: 425 xyxy=(772,693,783,746)
table-cell: 654 xyxy=(760,386,772,438)
table-cell: 1850 xyxy=(725,592,737,616)
table-cell: 1851 xyxy=(737,592,748,616)
